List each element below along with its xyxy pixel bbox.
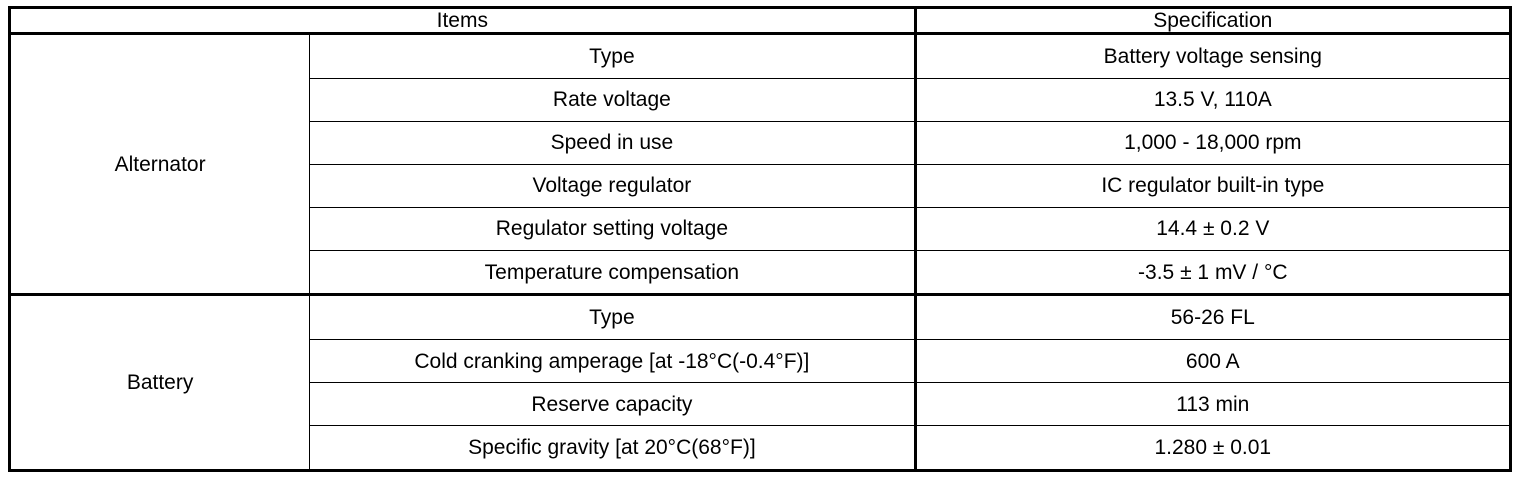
spec-value: 113 min [915, 383, 1510, 426]
spec-value: 14.4 ± 0.2 V [915, 207, 1510, 250]
spec-value: -3.5 ± 1 mV / °C [915, 250, 1510, 295]
item-label: Specific gravity [at 20°C(68°F)] [310, 426, 915, 471]
group-label-alternator: Alternator [10, 34, 310, 295]
item-label: Type [310, 34, 915, 79]
item-label: Reserve capacity [310, 383, 915, 426]
item-label: Type [310, 295, 915, 340]
column-header-specification: Specification [915, 8, 1510, 34]
specification-table-container [8, 6, 1512, 472]
item-label: Temperature compensation [310, 250, 915, 295]
table-row [10, 34, 1511, 79]
table-row [10, 295, 1511, 340]
spec-value: 1.280 ± 0.01 [915, 426, 1510, 471]
spec-value: IC regulator built-in type [915, 164, 1510, 207]
item-label: Cold cranking amperage [at -18°C(-0.4°F)] [310, 340, 915, 383]
column-header-items: Items [10, 8, 916, 34]
spec-value: 1,000 - 18,000 rpm [915, 121, 1510, 164]
item-label: Rate voltage [310, 78, 915, 121]
group-label-battery: Battery [10, 295, 310, 471]
table-body [10, 34, 1511, 471]
table-header [10, 8, 1511, 34]
spec-value: Battery voltage sensing [915, 34, 1510, 79]
item-label: Voltage regulator [310, 164, 915, 207]
specification-table [8, 6, 1512, 472]
item-label: Speed in use [310, 121, 915, 164]
spec-value: 13.5 V, 110A [915, 78, 1510, 121]
spec-value: 600 A [915, 340, 1510, 383]
item-label: Regulator setting voltage [310, 207, 915, 250]
table-header-row [10, 8, 1511, 34]
spec-value: 56-26 FL [915, 295, 1510, 340]
